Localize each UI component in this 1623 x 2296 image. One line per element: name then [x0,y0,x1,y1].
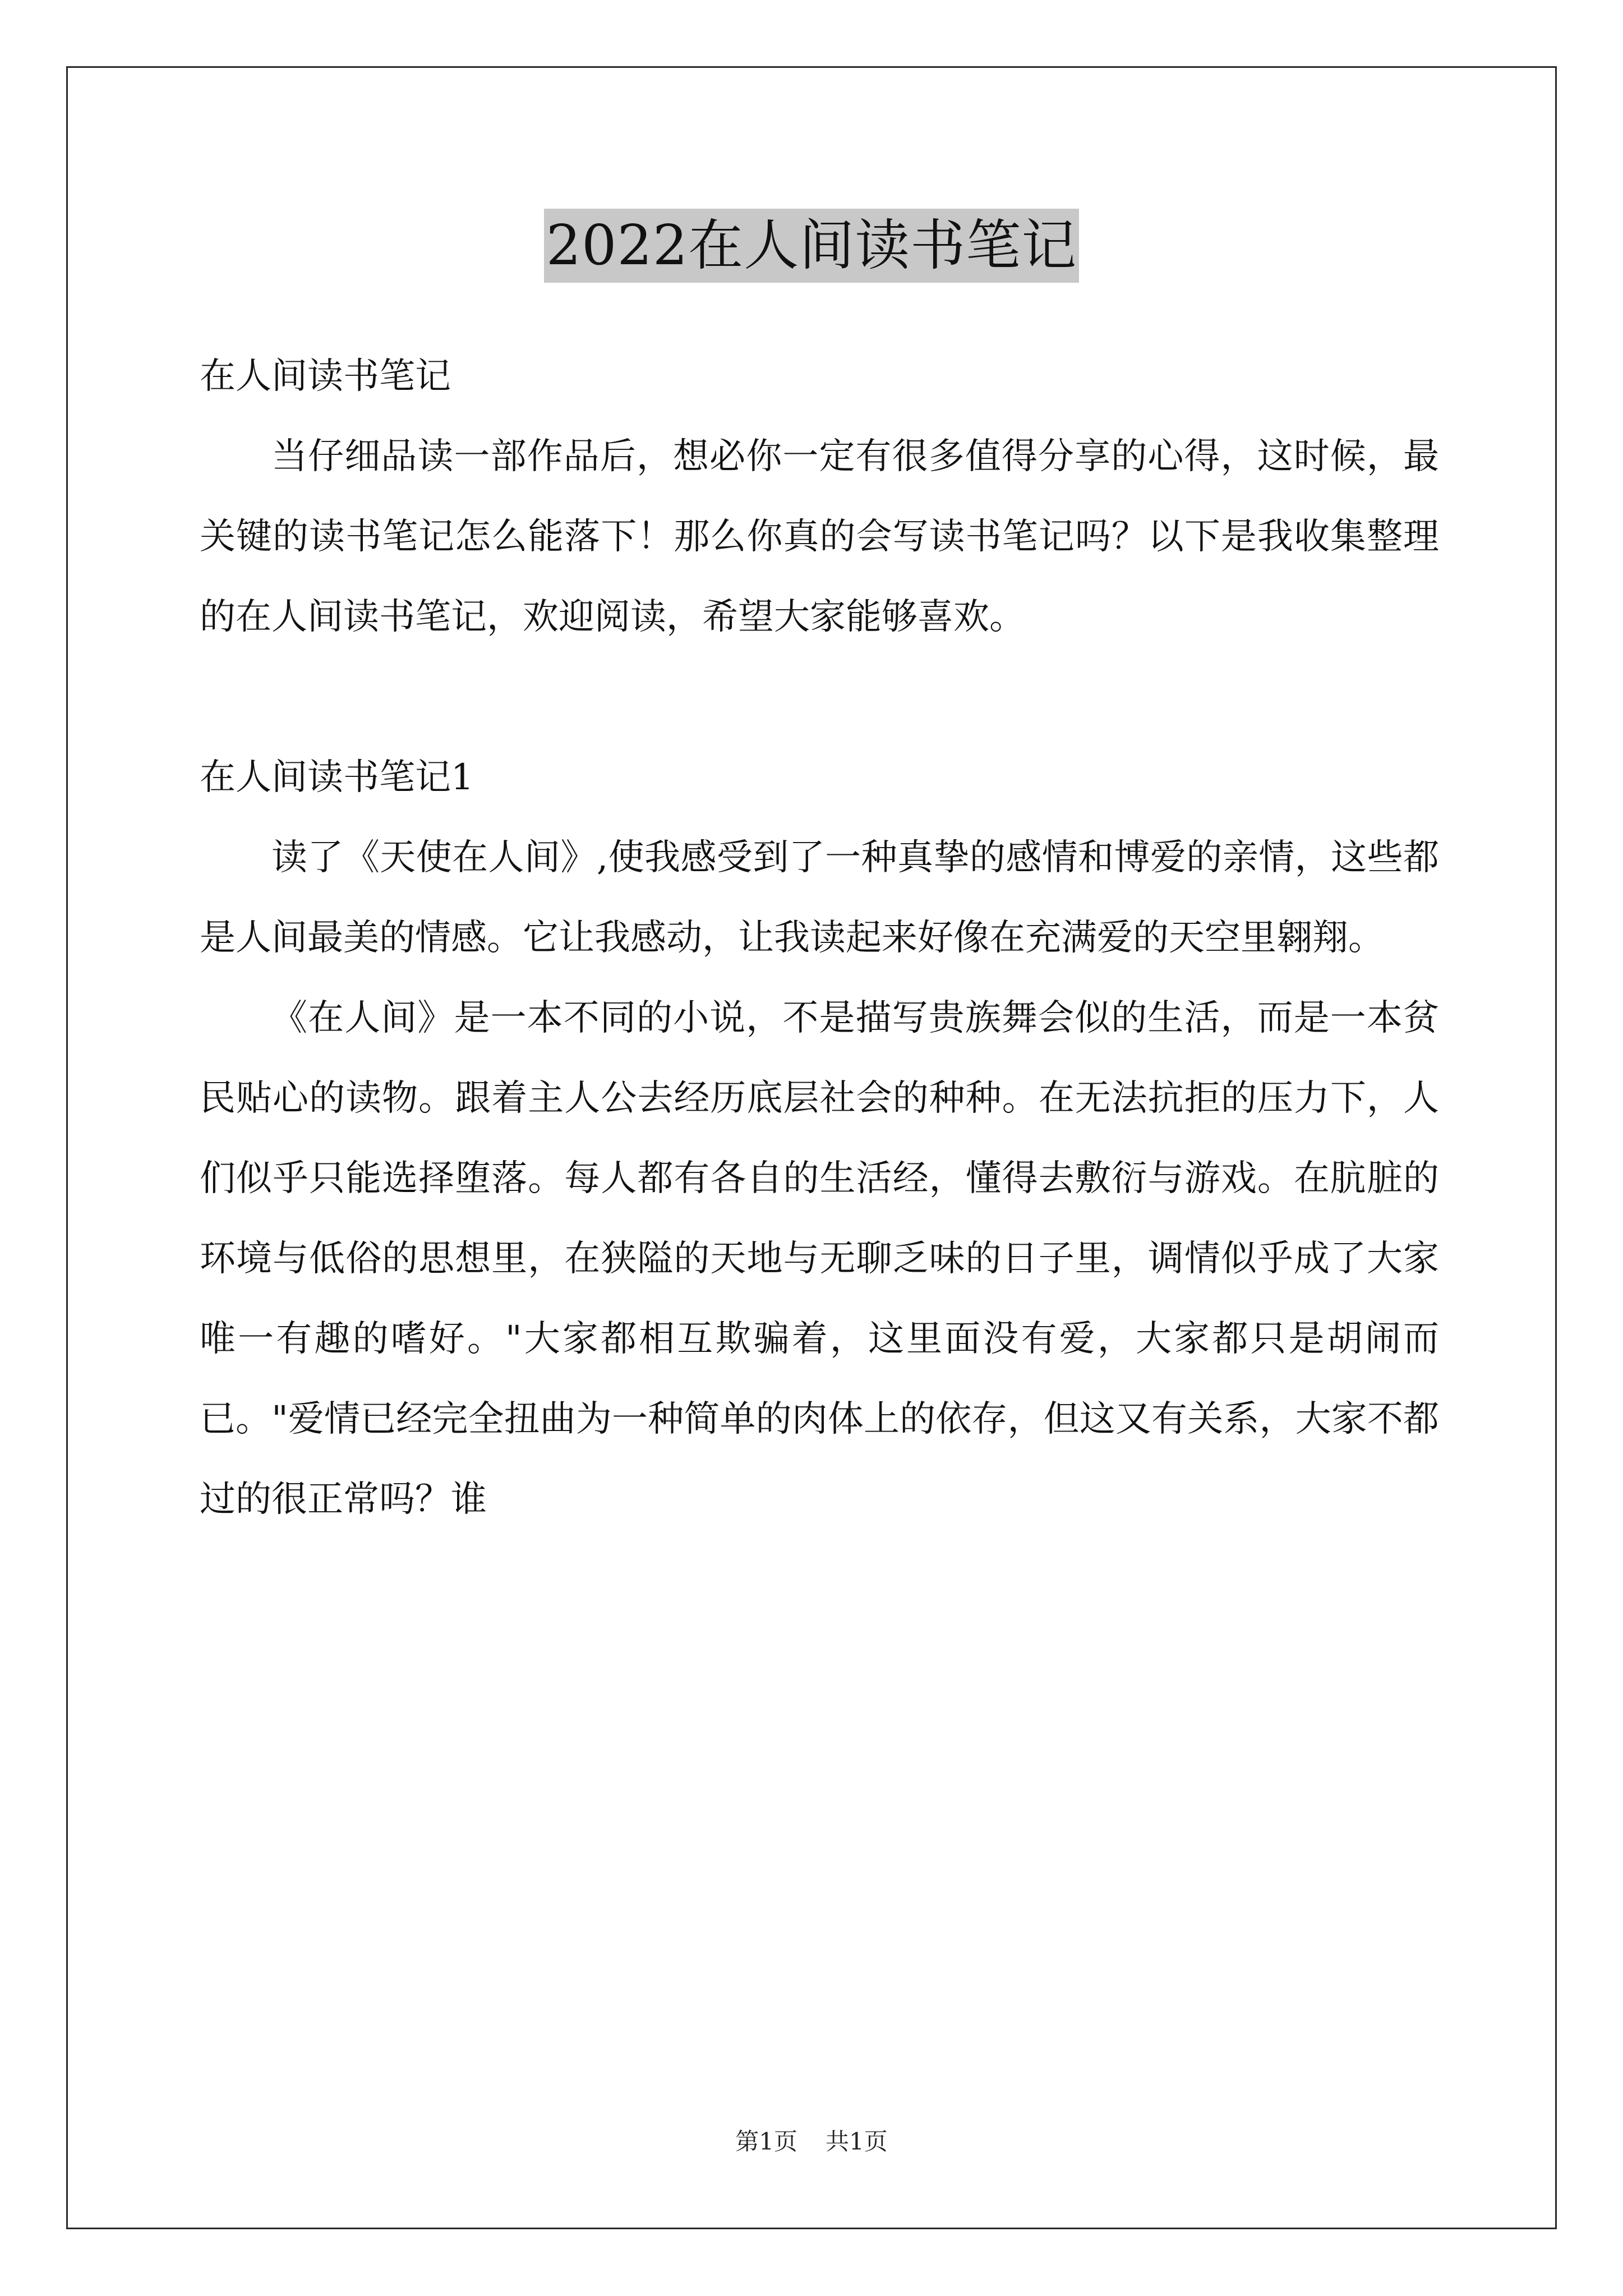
document-body [200,337,1439,1540]
title-container [0,209,1623,283]
intro-paragraph: 当仔细品读一部作品后，想必你一定有很多值得分享的心得，这时候，最关键的读书笔记怎么能落下！那么你真的会写读书笔记吗？以下是我收集整理的在人间读书笔记，欢迎阅读，希望大家能够喜欢。 [200,436,1439,638]
page-total: 共1页 [826,2128,888,2155]
section-spacer [200,657,1439,738]
document-title: 2022在人间读书笔记 [544,209,1079,283]
page-number: 第1页 [735,2128,797,2155]
body-paragraph: 《在人间》是一本不同的小说，不是描写贵族舞会似的生活，而是一本贫民贴心的读物。跟着主人公去经历底层社会的种种。在无法抗拒的压力下，人们似乎只能选择堕落。每人都有各自的生活经，懂得去敷衍与游戏。在肮脏的环境与低俗的思想里，在狭隘的天地与无聊乏味的日子里，调情似乎成了大家唯一有趣的嗜好。"大家都相互欺骗着，这里面没有爱，大家都只是胡闹而已。"爱情已经完全扭曲为一种简单的肉体上的依存，但这又有关系，大家不都过的很正常吗？谁 [200,997,1439,1520]
body-paragraph: 读了《天使在人间》,使我感受到了一种真挚的感情和博爱的亲情，这些都是人间最美的情感。它让我感动，让我读起来好像在充满爱的天空里翱翔。 [200,837,1439,959]
section-heading: 在人间读书笔记1 [200,757,474,798]
document-subtitle: 在人间读书笔记 [200,356,451,397]
page-footer [0,2125,1623,2159]
